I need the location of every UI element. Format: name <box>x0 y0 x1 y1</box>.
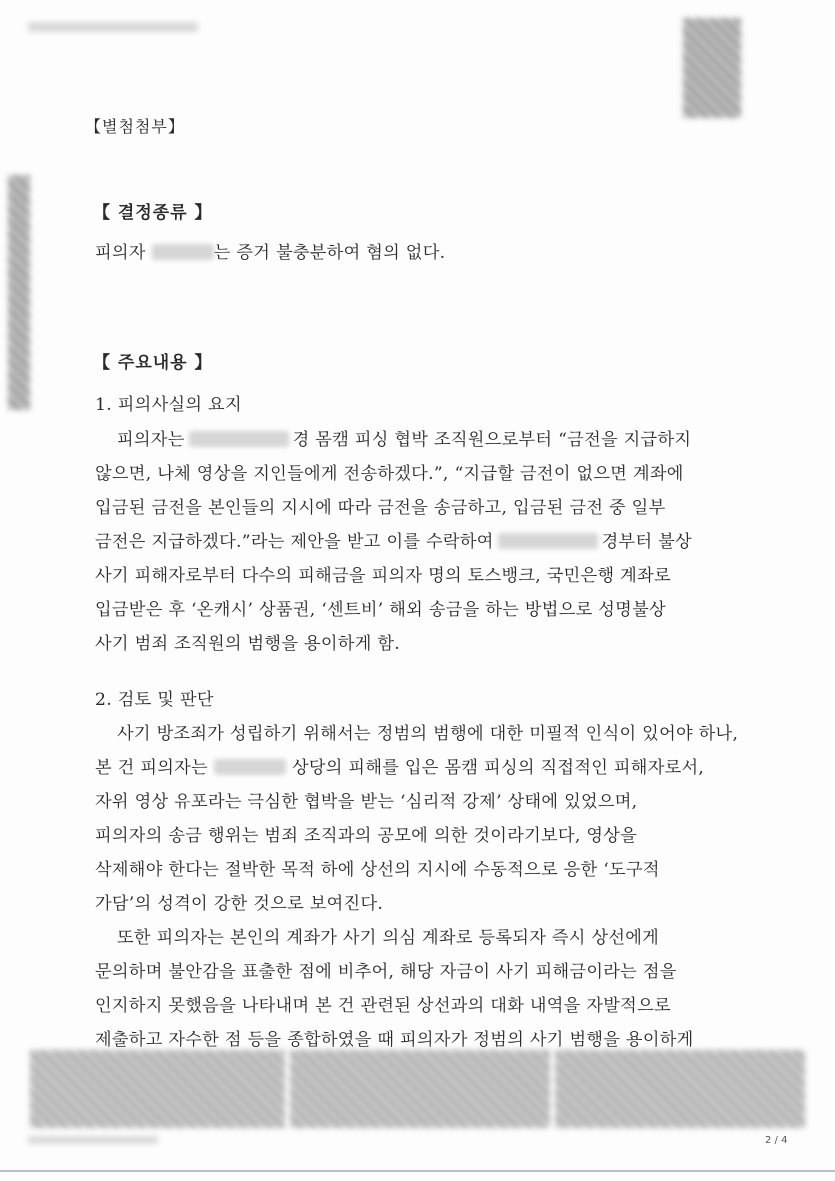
section2-p1-line2-a: 본 건 피의자는 <box>95 758 208 778</box>
redacted-header-text <box>28 22 198 32</box>
section2-p2-line3: 인지하지 못했음을 나타내며 본 건 관련된 상선과의 대화 내역을 자발적으로 <box>95 996 671 1016</box>
section2-p1-line2 <box>95 753 704 778</box>
section2-p2-line4: 제출하고 자수한 점 등을 종합하였을 때 피의자가 정범의 사기 범행을 용이하게 <box>95 1030 694 1050</box>
redacted-date <box>498 533 598 549</box>
page-number: 2 / 4 <box>765 1135 788 1146</box>
redacted-side-stamp <box>8 175 30 410</box>
section1-line1 <box>117 425 691 450</box>
section1-line1-b: 경 몸캠 피싱 협박 조직원으로부터 “금전을 지급하지 <box>292 430 692 450</box>
decision-prefix: 피의자 <box>95 243 146 263</box>
section1-line1-a: 피의자는 <box>117 430 185 450</box>
main-content-heading: 【 주요내용 】 <box>93 353 213 373</box>
section1-line4-a: 금전은 지급하겠다.”라는 제안을 받고 이를 수락하여 <box>95 532 494 552</box>
redacted-footer-block-3 <box>555 1050 805 1128</box>
section2-p2-line2: 문의하며 불안감을 표출한 점에 비추어, 해당 자금이 사기 피해금이라는 점을 <box>95 962 677 982</box>
section2-p1-line5: 삭제해야 한다는 절박한 목적 하에 상선의 지시에 수동적으로 응한 ‘도구적 <box>95 860 660 880</box>
page-bottom-edge <box>0 1170 835 1172</box>
redacted-amount <box>214 759 286 775</box>
decision-line <box>95 238 445 263</box>
section1-line4-b: 경부터 불상 <box>601 532 692 552</box>
section1-line4 <box>95 527 692 552</box>
section2-p1-line6: 가담’의 성격이 강한 것으로 보여진다. <box>95 894 384 914</box>
redacted-name <box>152 244 214 260</box>
section1-line2: 않으면, 나체 영상을 지인들에게 전송하겠다.”, “지급할 금전이 없으면 계좌에 <box>95 464 684 484</box>
section2-title: 2. 검토 및 판단 <box>95 690 214 710</box>
redacted-date <box>189 431 289 447</box>
section2-p1-line4: 피의자의 송금 행위는 범죄 조직과의 공모에 의한 것이라기보다, 영상을 <box>95 826 638 846</box>
section1-line7: 사기 범죄 조직원의 범행을 용이하게 함. <box>95 634 401 654</box>
redacted-footer-block-1 <box>30 1050 285 1128</box>
section1-line3: 입금된 금전을 본인들의 지시에 따라 금전을 송금하고, 입금된 금전 중 일부 <box>95 498 666 518</box>
section2-p1-line3: 자위 영상 유포라는 극심한 협박을 받는 ‘심리적 강제’ 상태에 있었으며, <box>95 792 638 812</box>
decision-type-heading: 【 결정종류 】 <box>93 203 213 223</box>
redacted-footer-text <box>28 1136 158 1144</box>
section1-line6: 입금받은 후 ‘온캐시’ 상품권, ‘센트비’ 해외 송금을 하는 방법으로 성명불상 <box>95 600 666 620</box>
attachment-label: 【별첨첨부】 <box>85 117 185 136</box>
section2-p1-line1: 사기 방조죄가 성립하기 위해서는 정범의 범행에 대한 미필적 인식이 있어야 하나, <box>117 724 739 744</box>
section2-p2-line1: 또한 피의자는 본인의 계좌가 사기 의심 계좌로 등록되자 즉시 상선에게 <box>117 928 660 948</box>
section2-p1-line2-b: 상당의 피해를 입은 몸캠 피싱의 직접적인 피해자로서, <box>291 758 705 778</box>
section1-title: 1. 피의사실의 요지 <box>95 395 242 415</box>
section1-line5: 사기 피해자로부터 다수의 피해금을 피의자 명의 토스뱅크, 국민은행 계좌로 <box>95 566 671 586</box>
redacted-qr-code <box>683 18 741 118</box>
redacted-footer-block-2 <box>290 1050 550 1128</box>
decision-suffix: 는 증거 불충분하여 혐의 없다. <box>213 243 446 263</box>
